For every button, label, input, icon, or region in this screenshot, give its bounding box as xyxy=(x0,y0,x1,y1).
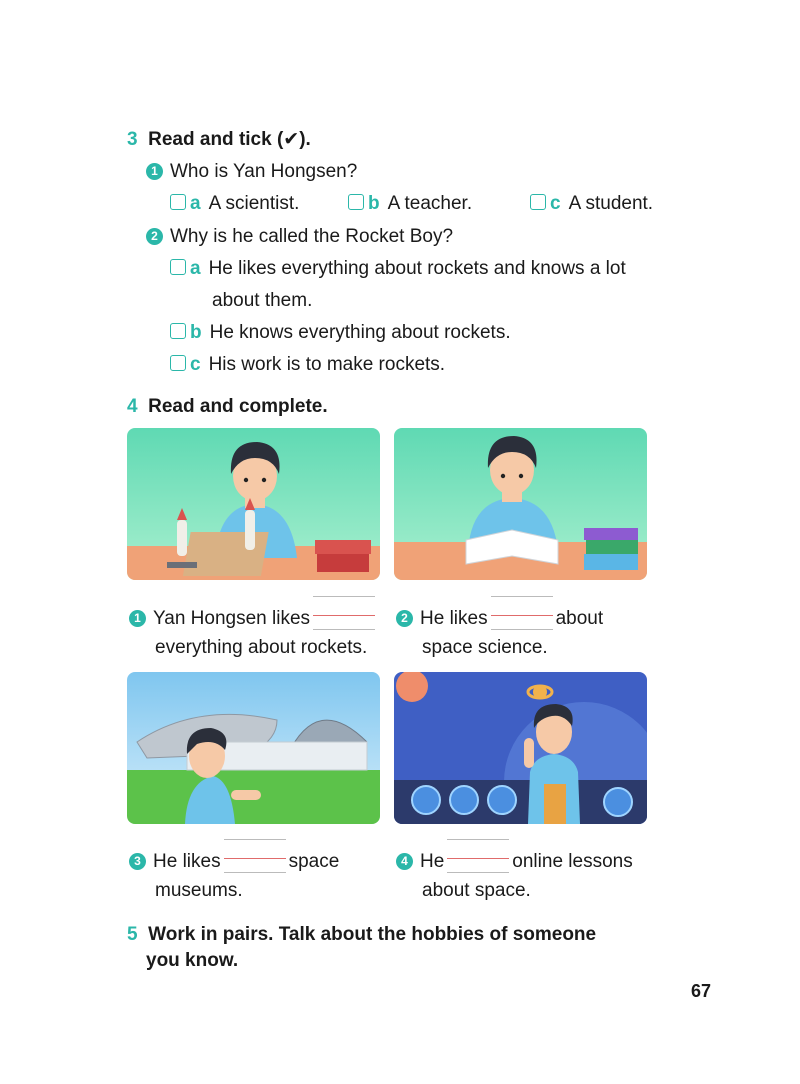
q2-option-a-line2: about them. xyxy=(212,290,313,311)
q1-option-c[interactable]: c A student. xyxy=(530,193,653,215)
q2-option-a[interactable]: a He likes everything about rockets and knows a lot xyxy=(170,258,626,280)
checkbox[interactable] xyxy=(170,323,186,339)
complete-item-3-line2: museums. xyxy=(155,880,243,901)
picture-boy-museum xyxy=(127,672,380,824)
complete-item-1: 1 Yan Hongsen likes xyxy=(129,606,378,630)
question-1: 1 Who is Yan Hongsen? xyxy=(146,161,357,183)
answer-blank-2[interactable] xyxy=(491,606,553,626)
picture-boy-reading xyxy=(394,428,647,580)
section-3-heading: 3 Read and tick (✔). xyxy=(127,129,311,150)
page-number: 67 xyxy=(691,981,712,1001)
checkbox[interactable] xyxy=(170,259,186,275)
q2-option-b[interactable]: b He knows everything about rockets. xyxy=(170,322,511,344)
complete-item-4: 4 He online lessons xyxy=(396,849,633,873)
checkbox[interactable] xyxy=(530,194,546,210)
section-5-heading-line2: you know. xyxy=(146,950,239,971)
question-2: 2 Why is he called the Rocket Boy? xyxy=(146,226,453,248)
complete-item-4-line2: about space. xyxy=(422,880,531,901)
picture-boy-online-lesson xyxy=(394,672,647,824)
q1-option-b[interactable]: b A teacher. xyxy=(348,193,472,215)
checkbox[interactable] xyxy=(348,194,364,210)
checkbox[interactable] xyxy=(170,355,186,371)
checkbox[interactable] xyxy=(170,194,186,210)
complete-item-1-line2: everything about rockets. xyxy=(155,637,368,658)
q2-option-c[interactable]: c His work is to make rockets. xyxy=(170,354,445,376)
complete-item-2: 2 He likes about xyxy=(396,606,603,630)
picture-boy-rocket xyxy=(127,428,380,580)
answer-blank-1[interactable] xyxy=(313,606,375,626)
section-5-heading: 5 Work in pairs. Talk about the hobbies of someone xyxy=(127,924,597,945)
section-4-heading: 4 Read and complete. xyxy=(127,396,328,417)
answer-blank-4[interactable] xyxy=(447,849,509,869)
q1-option-a[interactable]: a A scientist. xyxy=(170,193,299,215)
complete-item-2-line2: space science. xyxy=(422,637,548,658)
complete-item-3: 3 He likes space xyxy=(129,849,339,873)
answer-blank-3[interactable] xyxy=(224,849,286,869)
